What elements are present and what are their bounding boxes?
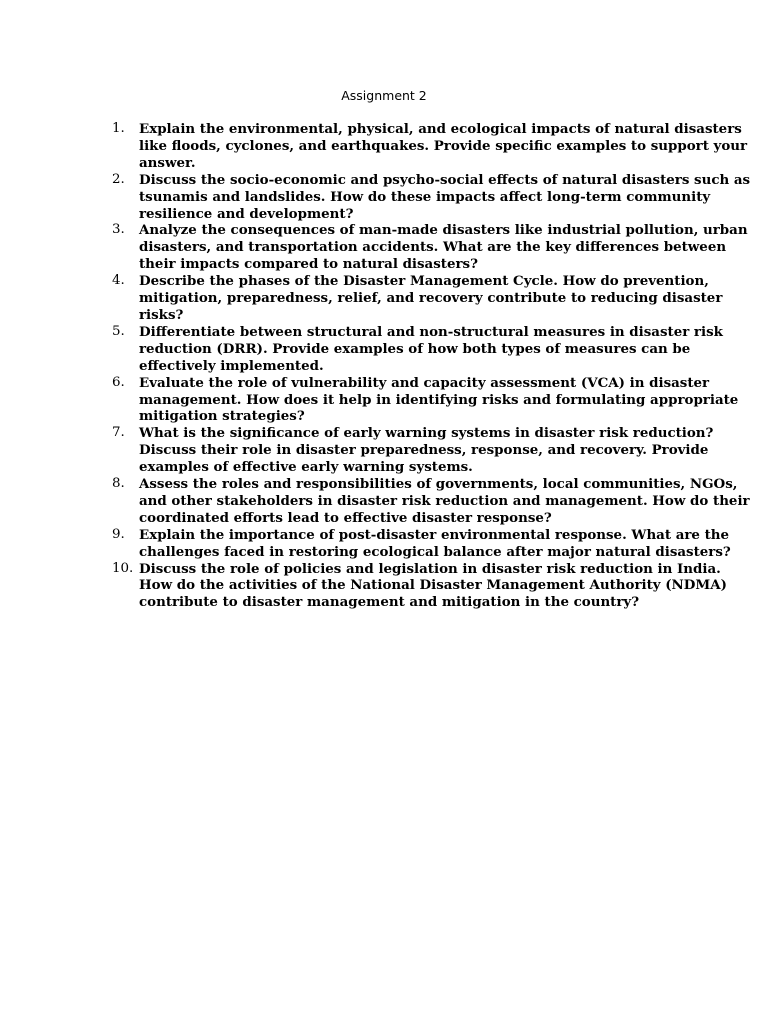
question-text-line: Describe the phases of the Disaster Management Cycle. How do prevention, (139, 273, 709, 290)
question-text (139, 121, 748, 172)
question-text-line: What is the significance of early warning systems in disaster risk reduction? (139, 425, 714, 442)
question-text (139, 476, 750, 527)
question-text-line: and other stakeholders in disaster risk reduction and management. How do their (139, 492, 750, 509)
question-text-line: their impacts compared to natural disasters? (139, 256, 478, 273)
question-number: 5. (112, 323, 125, 339)
question-item (0, 273, 768, 324)
question-text-line: Analyze the consequences of man-made disasters like industrial pollution, urban (139, 222, 748, 239)
question-number: 4. (112, 273, 125, 289)
question-item (0, 121, 768, 172)
question-item (0, 476, 768, 527)
question-text-line: disasters, and transportation accidents. What are the key differences between (139, 239, 727, 256)
question-text-line: Assess the roles and responsibilities of governments, local communities, NGOs, (139, 476, 738, 493)
question-item (0, 425, 768, 476)
question-number: 3. (112, 222, 125, 238)
question-text (139, 374, 739, 426)
question-item (0, 375, 768, 426)
question-text (139, 171, 751, 223)
question-item (0, 172, 768, 223)
question-number: 2. (112, 171, 125, 187)
question-text (139, 425, 714, 476)
question-text (139, 273, 723, 324)
question-text-line: resilience and development? (139, 205, 354, 222)
question-text-line: reduction (DRR). Provide examples of how both types of measures can be (139, 340, 691, 357)
question-text-line: How do the activities of the National Disaster Management Authority (NDMA) (139, 577, 727, 594)
question-text-line: Discuss the socio-economic and psycho-social effects of natural disasters such as (139, 171, 751, 188)
question-text-line: challenges faced in restoring ecological balance after major natural disasters? (139, 543, 731, 560)
question-number: 9. (112, 526, 125, 542)
question-text-line: Differentiate between structural and non-structural measures in disaster risk (139, 323, 723, 340)
question-number: 10. (112, 560, 134, 576)
question-number: 6. (112, 374, 125, 390)
question-item (0, 527, 768, 561)
question-text-line: like floods, cyclones, and earthquakes. Provide specific examples to support your (139, 137, 748, 154)
question-number: 1. (112, 121, 125, 136)
question-text-line: effectively implemented. (139, 357, 324, 374)
page-title: Assignment 2 (341, 88, 427, 103)
question-number: 7. (112, 425, 125, 441)
question-text-line: tsunamis and landslides. How do these impacts affect long-term community (139, 188, 711, 205)
question-item (0, 324, 768, 375)
question-text-line: mitigation, preparedness, relief, and recovery contribute to reducing disaster (139, 290, 723, 307)
question-text-line: contribute to disaster management and mitigation in the country? (139, 594, 640, 611)
question-list (0, 121, 768, 611)
question-text (139, 222, 748, 273)
question-text-line: answer. (139, 154, 196, 171)
question-text-line: mitigation strategies? (139, 408, 305, 425)
question-text (139, 560, 727, 612)
question-number: 8. (112, 476, 125, 492)
question-text-line: Explain the importance of post-disaster environmental response. What are the (139, 526, 730, 543)
question-text (139, 323, 723, 375)
question-text-line: examples of effective early warning systems. (139, 459, 473, 476)
question-item (0, 561, 768, 612)
question-text-line: coordinated efforts lead to effective disaster response? (139, 509, 552, 526)
question-text-line: Explain the environmental, physical, and ecological impacts of natural disasters (139, 121, 742, 137)
question-text-line: Discuss the role of policies and legislation in disaster risk reduction in India. (139, 560, 721, 577)
question-text-line: management. How does it help in identifying risks and formulating appropriate (139, 391, 739, 408)
question-text-line: Discuss their role in disaster preparedness, response, and recovery. Provide (139, 442, 709, 459)
question-text-line: Evaluate the role of vulnerability and capacity assessment (VCA) in disaster (139, 374, 710, 391)
question-item (0, 222, 768, 273)
question-text-line: risks? (139, 306, 184, 323)
question-text (139, 526, 731, 561)
